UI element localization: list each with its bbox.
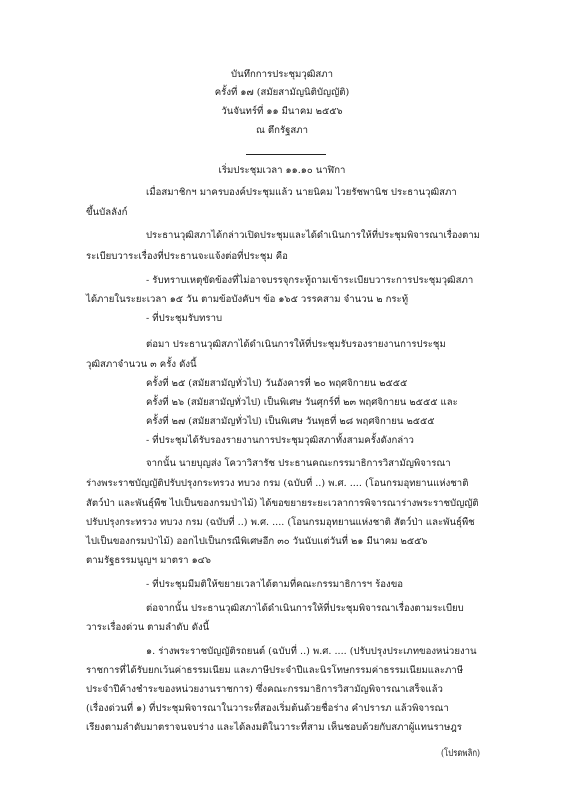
text-line: ราชการที่ได้รับยกเว้นค่าธรรมเนียม และภาษีประจำปีและนิรโทษกรรมค่าธรรมเนียมและภาษี <box>86 665 464 676</box>
text-line: ต่อมา ประธานวุฒิสภาได้ดำเนินการให้ที่ประชุมรับรองรายงานการประชุม <box>146 339 446 350</box>
header-divider <box>246 154 326 155</box>
text-line: วาระเรื่องด่วน ตามลำดับ ดังนี้ <box>86 622 210 633</box>
text-line: ปรับปรุงกระทรวง ทบวง กรม (ฉบับที่ ..) พ.ศ. .... (โอนกรมอุทยานแห่งชาติ สัตว์ป่า และพันธุ์พืช <box>86 517 475 528</box>
turn-page-note: (โปรดพลิก) <box>441 748 481 759</box>
text-line: เรียงตามลำดับมาตราจนจบร่าง และได้ลงมติในวาระที่สาม เห็นชอบด้วยกับสภาผู้แทนราษฎร <box>86 722 462 733</box>
text-line: ครั้งที่ ๒๖ (สมัยสามัญทั่วไป) เป็นพิเศษ วันศุกร์ที่ ๒๓ พฤศจิกายน ๒๕๕๕ และ <box>146 397 458 408</box>
text-line: (เรื่องด่วนที่ ๑) ที่ประชุมพิจารณาในวาระที่สองเริ่มต้นด้วยชื่อร่าง คำปรารภ แล้วพิจารณา <box>86 703 449 714</box>
text-line: ประจำปีค้างชำระของหน่วยงานราชการ) ซึ่งคณะกรรมาธิการวิสามัญพิจารณาเสร็จแล้ว <box>86 684 443 695</box>
session-line: ครั้งที่ ๑๗ (สมัยสามัญนิติบัญญัติ) <box>214 87 350 98</box>
place-line: ณ ตึกรัฐสภา <box>255 125 308 136</box>
text-line: สัตว์ป่า และพันธุ์พืช ไปเป็นของกรมป่าไม้) ได้ขอขยายระยะเวลาการพิจารณาร่างพระราชบัญญัติ <box>86 498 479 509</box>
date-line: วันจันทร์ที่ ๑๑ มีนาคม ๒๕๕๖ <box>221 106 343 117</box>
text-line: ไปเป็นของกรมป่าไม้) ออกไปเป็นกรณีพิเศษอีก ๓๐ วันนับแต่วันที่ ๒๑ มีนาคม ๒๕๕๖ <box>86 536 428 547</box>
text-line: ครั้งที่ ๒๗ (สมัยสามัญทั่วไป) เป็นพิเศษ วันพุธที่ ๒๘ พฤศจิกายน ๒๕๕๕ <box>146 416 435 427</box>
text-line: ได้ภายในระยะเวลา ๑๕ วัน ตามข้อบังคับฯ ข้อ ๑๖๕ วรรคสาม จำนวน ๒ กระทู้ <box>86 294 409 305</box>
text-line: ร่างพระราชบัญญัติปรับปรุงกระทรวง ทบวง กรม (ฉบับที่ ..) พ.ศ. .... (โอนกรมอุทยานแห่งชาติ <box>86 478 469 489</box>
text-line: วุฒิสภาจำนวน ๓ ครั้ง ดังนี้ <box>86 359 197 370</box>
text-line: ครั้งที่ ๒๕ (สมัยสามัญทั่วไป) วันอังคารที่ ๒๐ พฤศจิกายน ๒๕๕๕ <box>146 378 408 389</box>
doc-title: บันทึกการประชุมวุฒิสภา <box>231 69 333 80</box>
text-line: ประธานวุฒิสภาได้กล่าวเปิดประชุมและได้ดำเนินการให้ที่ประชุมพิจารณาเรื่องตาม <box>146 230 480 241</box>
text-line: ต่อจากนั้น ประธานวุฒิสภาได้ดำเนินการให้ที่ประชุมพิจารณาเรื่องตามระเบียบ <box>146 603 464 614</box>
start-time: เริ่มประชุมเวลา ๑๑.๑๐ นาฬิกา <box>218 165 346 176</box>
text-line: ตามรัฐธรรมนูญฯ มาตรา ๑๔๖ <box>86 555 212 566</box>
text-line: ระเบียบวาระเรื่องที่ประธานจะแจ้งต่อที่ประชุม คือ <box>86 251 288 262</box>
text-line: - รับทราบเหตุขัดข้องที่ไม่อาจบรรจุกระทู้ถามเข้าระเบียบวาระการประชุมวุฒิสภา <box>146 275 474 286</box>
text-line: จากนั้น นายบุญส่ง โควาวิสารัช ประธานคณะกรรมาธิการวิสามัญพิจารณา <box>146 458 451 469</box>
text-line: - ที่ประชุมได้รับรองรายงานการประชุมวุฒิสภาทั้งสามครั้งดังกล่าว <box>146 435 414 446</box>
text-line: ๑. ร่างพระราชบัญญัติรถยนต์ (ฉบับที่ ..) พ.ศ. .... (ปรับปรุงประเภทของหน่วยงาน <box>146 646 477 657</box>
text-line: เมื่อสมาชิกฯ มาครบองค์ประชุมแล้ว นายนิคม ไวยรัชพานิช ประธานวุฒิสภา <box>146 187 457 198</box>
text-line: ขึ้นบัลลังก์ <box>86 207 128 218</box>
text-line: - ที่ประชุมรับทราบ <box>146 313 223 324</box>
text-line: - ที่ประชุมมีมติให้ขยายเวลาได้ตามที่คณะกรรมาธิการฯ ร้องขอ <box>146 579 404 590</box>
